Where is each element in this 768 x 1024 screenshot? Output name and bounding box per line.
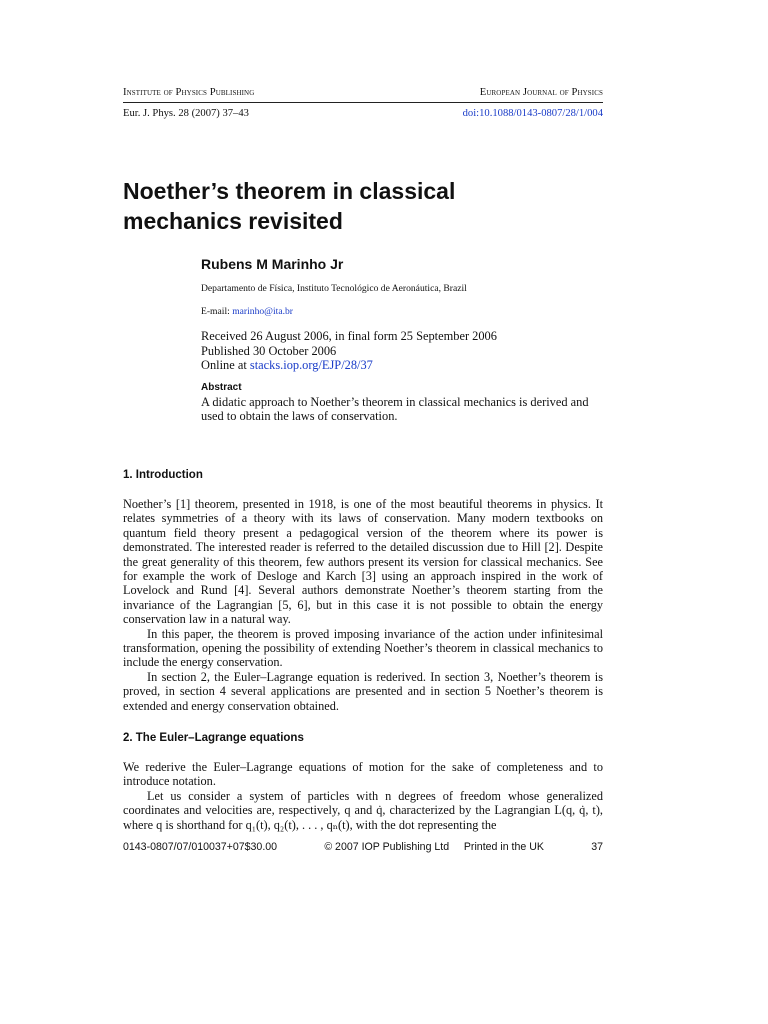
online-link[interactable]: stacks.iop.org/EJP/28/37: [249, 358, 373, 372]
page-footer: [123, 841, 603, 853]
doi-link[interactable]: doi:10.1088/0143-0807/28/1/004: [462, 108, 603, 119]
header-rule: [123, 102, 603, 103]
online-label: Online at: [201, 358, 247, 372]
publication-dates: [201, 329, 603, 373]
abstract-text: A didatic approach to Noether’s theorem in classical mechanics is derived and used to obtain the laws of conservation.: [201, 395, 589, 424]
paragraph: We rederive the Euler–Lagrange equations of motion for the sake of completeness and to introduce notation.: [123, 760, 603, 789]
page-number: 37: [591, 841, 603, 853]
printed-text: Printed in the UK: [463, 841, 544, 853]
section-2-body: [123, 760, 603, 832]
copyright-text: © 2007 IOP Publishing Ltd: [324, 841, 450, 853]
section-1-heading: 1. Introduction: [123, 469, 203, 481]
email-line: [201, 306, 603, 317]
paragraph: Noether’s [1] theorem, presented in 1918, is one of the most beautiful theorems in physics. It relates symmetries of a theory with its laws of conservation. Many modern textbooks on quantum field theory present a pedagogical version of the theorem where its power is demonstrated. The interested reader is referred to the detailed discussion due to Hill [2]. Despite the great generality of this theorem, few authors present its version for classical mechanics. See for example the work of Desloge and Karch [3] using an approach inspired in the work of Lovelock and Rund [4]. Several authors demonstrate Noether’s theorem starting from the invariance of the Lagrangian [5, 6], but in this case it is not possible to obtain the energy conservation law in a natural way.: [123, 497, 603, 627]
article-code: 0143-0807/07/010037+07$30.00: [123, 841, 278, 853]
journal-citation: Eur. J. Phys. 28 (2007) 37–43: [123, 108, 249, 119]
received-date: Received 26 August 2006, in final form 25 September 2006: [201, 329, 497, 343]
journal-name: European Journal of Physics: [479, 87, 603, 98]
affiliation: Departamento de Física, Instituto Tecnológico de Aeronáutica, Brazil: [201, 283, 467, 294]
author-name: Rubens M Marinho Jr: [201, 256, 344, 272]
title-line-2: mechanics revisited: [123, 208, 343, 234]
footer-copyright-block: [324, 841, 544, 853]
publisher-name: Institute of Physics Publishing: [123, 87, 255, 98]
abstract-heading: Abstract: [201, 382, 242, 393]
paper-title: [123, 176, 603, 236]
paragraph: Let us consider a system of particles with n degrees of freedom whose generalized coordinates and velocities are, respectively, q and q̇, characterized by the Lagrangian L(q, q̇, t), where q is shorthand for q₁(t), q₂(t), . . . , qₙ(t), with the dot representing the: [123, 788, 603, 832]
title-line-1: Noether’s theorem in classical: [123, 178, 456, 204]
online-line: [201, 358, 603, 373]
paragraph: In section 2, the Euler–Lagrange equation is rederived. In section 3, Noether’s theorem is proved, in section 4 several applications are presented and in section 5 Noether’s theorem is extended and energy conservation obtained.: [123, 669, 603, 713]
published-date: Published 30 October 2006: [201, 343, 337, 358]
section-2-heading: 2. The Euler–Lagrange equations: [123, 732, 304, 744]
email-link[interactable]: marinho@ita.br: [232, 306, 293, 317]
email-label: E-mail:: [201, 306, 230, 317]
section-1-body: [123, 497, 603, 713]
running-header: [123, 87, 603, 98]
paragraph: In this paper, the theorem is proved imposing invariance of the action under infinitesimal transformation, opening the possibility of extending Noether’s theorem in classical mechanics to include the energy conservation.: [123, 626, 603, 670]
citation-line: [123, 108, 603, 119]
